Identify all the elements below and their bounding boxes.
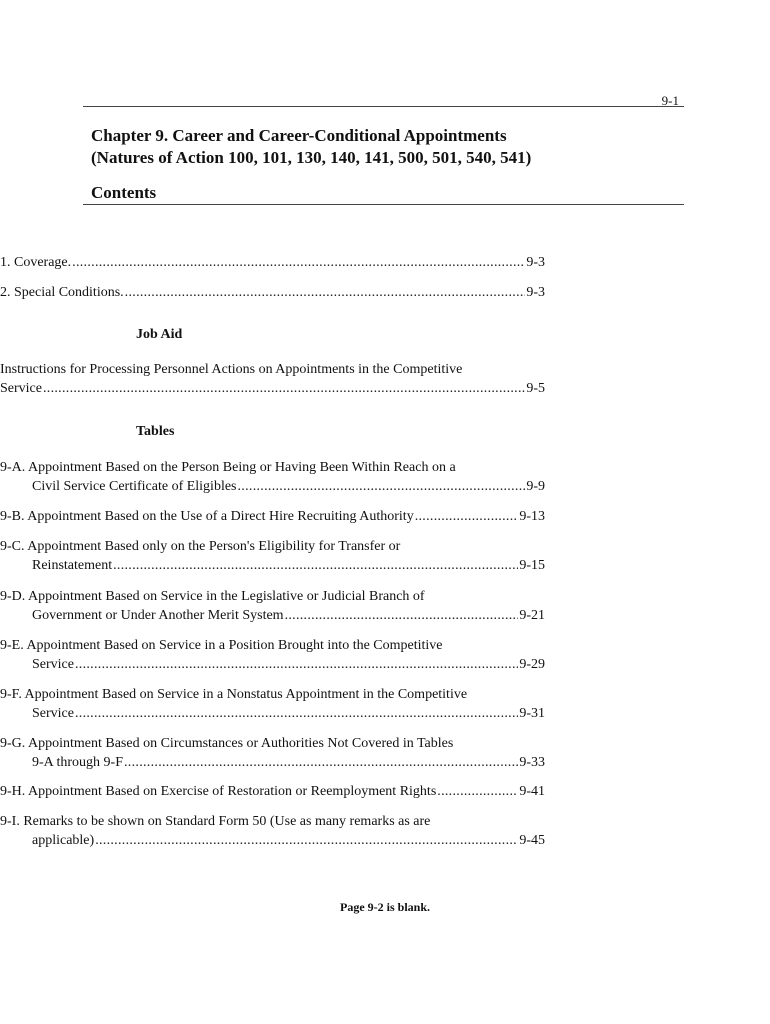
- toc-entry-text: 1. Coverage.: [0, 255, 72, 270]
- toc-leader: [125, 283, 526, 302]
- toc-leader: [72, 253, 525, 272]
- toc-leader: [415, 507, 519, 526]
- contents-heading: Contents: [91, 183, 157, 202]
- toc-page: 9-29: [519, 657, 545, 672]
- toc-entry-text: 9-A. Appointment Based on the Person Being or Having Been Within Reach on a: [0, 460, 456, 475]
- toc-leader: [437, 782, 518, 801]
- toc-page: 9-41: [519, 784, 545, 799]
- toc-page: 9-45: [519, 833, 545, 848]
- toc-page: 9-3: [526, 285, 545, 300]
- page-number: 9-1: [661, 93, 679, 108]
- toc-entry-text: Reinstatement: [32, 558, 113, 573]
- toc-leader: [238, 477, 526, 496]
- toc-entry-table-9d[interactable]: [0, 587, 545, 625]
- toc-entry-text: 9-G. Appointment Based on Circumstances or Authorities Not Covered in Tables: [0, 736, 454, 751]
- toc-leader: [124, 753, 518, 772]
- toc-entry-table-9c[interactable]: [0, 537, 545, 575]
- toc-entry-coverage[interactable]: [0, 253, 545, 272]
- toc-page: 9-5: [526, 381, 545, 396]
- toc-entry-text: 9-I. Remarks to be shown on Standard Form 50 (Use as many remarks as are: [0, 814, 431, 829]
- toc-page: 9-13: [519, 509, 545, 524]
- toc-entry-job-aid[interactable]: [0, 360, 545, 398]
- toc-page: 9-15: [519, 558, 545, 573]
- toc-leader: [75, 655, 518, 674]
- toc-entry-text: 9-H. Appointment Based on Exercise of Restoration or Reemployment Rights: [0, 784, 437, 799]
- toc-entry-text: Instructions for Processing Personnel Actions on Appointments in the Competitive: [0, 362, 463, 377]
- toc-entry-text: 9-D. Appointment Based on Service in the Legislative or Judicial Branch of: [0, 589, 425, 604]
- toc-page: 9-31: [519, 706, 545, 721]
- toc-entry-table-9h[interactable]: [0, 782, 545, 801]
- chapter-title: [91, 125, 691, 169]
- toc-entry-table-9e[interactable]: [0, 636, 545, 674]
- toc-page: 9-9: [526, 479, 545, 494]
- toc-entry-text: 9-A through 9-F: [32, 755, 123, 770]
- toc-leader: [285, 606, 519, 625]
- toc-leader: [113, 556, 518, 575]
- toc-entry-special-conditions[interactable]: [0, 283, 545, 302]
- toc-entry-text: Service: [32, 706, 74, 721]
- header-rule: [83, 106, 684, 107]
- toc-leader: [75, 704, 518, 723]
- toc-entry-table-9a[interactable]: [0, 458, 545, 496]
- toc-entry-text: 9-E. Appointment Based on Service in a Position Brought into the Competitive: [0, 638, 443, 653]
- toc-leader: [95, 831, 518, 850]
- toc-entry-text: applicable): [32, 833, 95, 848]
- tables-heading: Tables: [136, 424, 175, 439]
- toc-entry-text: Government or Under Another Merit System: [32, 608, 284, 623]
- chapter-title-line2: (Natures of Action 100, 101, 130, 140, 141, 500, 501, 540, 541): [91, 148, 532, 167]
- toc-entry-text: Civil Service Certificate of Eligibles: [32, 479, 237, 494]
- toc-leader: [43, 379, 525, 398]
- toc-page: 9-21: [519, 608, 545, 623]
- toc-entry-text: Service: [0, 381, 42, 396]
- toc-entry-text: 9-F. Appointment Based on Service in a Nonstatus Appointment in the Competitive: [0, 687, 468, 702]
- toc-entry-text: 9-C. Appointment Based only on the Person's Eligibility for Transfer or: [0, 539, 401, 554]
- toc-entry-text: 9-B. Appointment Based on the Use of a Direct Hire Recruiting Authority: [0, 509, 414, 524]
- toc-entry-text: Service: [32, 657, 74, 672]
- blank-page-note: Page 9-2 is blank.: [339, 900, 430, 914]
- chapter-title-line1: Chapter 9. Career and Career-Conditional Appointments: [91, 126, 507, 145]
- toc-entry-table-9g[interactable]: [0, 734, 545, 772]
- toc-entry-table-9b[interactable]: [0, 507, 545, 526]
- toc-entry-table-9f[interactable]: [0, 685, 545, 723]
- toc-entry-table-9i[interactable]: [0, 812, 545, 850]
- toc-entry-text: 2. Special Conditions.: [0, 285, 124, 300]
- job-aid-heading: Job Aid: [136, 327, 183, 342]
- toc-page: 9-33: [519, 755, 545, 770]
- toc-page: 9-3: [526, 255, 545, 270]
- contents-rule: [83, 204, 684, 205]
